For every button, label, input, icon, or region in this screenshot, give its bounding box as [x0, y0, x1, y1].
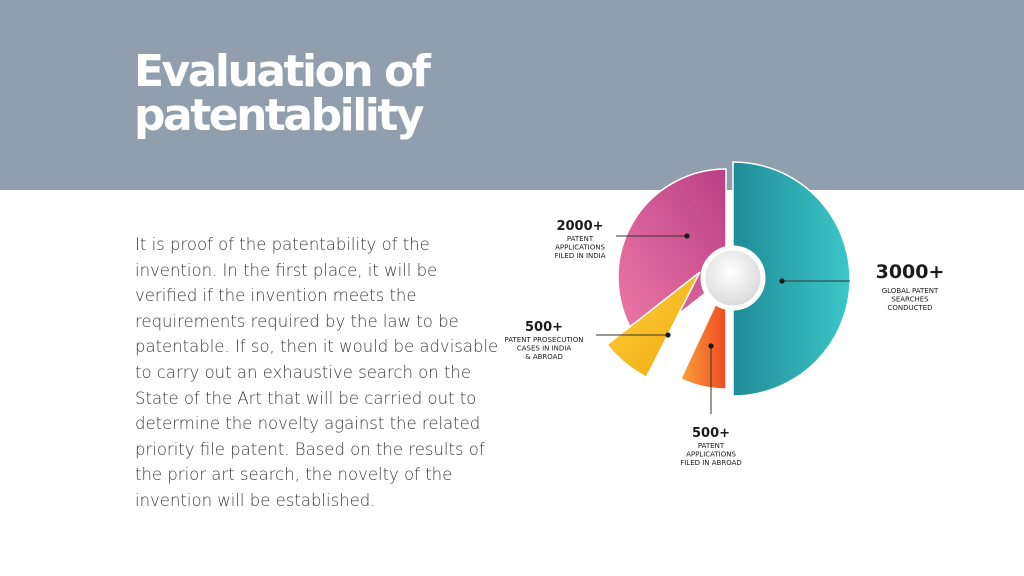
slice-caption-3-1: APPLICATIONS: [555, 243, 605, 252]
slice-caption-2-0: PATENT PROSECUTION: [504, 336, 584, 344]
leader-dot-2: [665, 332, 670, 337]
slice-caption-1-0: PATENT: [697, 442, 725, 450]
pie-slices: [607, 162, 850, 396]
slice-caption-3-0: PATENT: [566, 235, 594, 243]
slice-caption-0-1: SEARCHES: [891, 295, 929, 304]
slice-caption-0-2: CONDUCTED: [887, 304, 933, 312]
slice-caption-1-2: FILED IN ABROAD: [680, 459, 742, 467]
slice-caption-2-2: & ABROAD: [525, 353, 563, 361]
leader-dot-0: [779, 278, 784, 283]
slice-caption-0-0: GLOBAL PATENT: [881, 287, 939, 295]
slice-value-label-1: 500+: [691, 426, 731, 441]
body-paragraph: It is proof of the patentability of the invention. In the first place, it will be verified if the invention meets the requirements required by the law to be patentable. If so, then it would be advisable to carry out an exhaustive search on the State of the Art that will be carried out to determine the novelty against the related priority file patent. Based on the results of the prior art search, the novelty of the invention will be established.: [135, 235, 499, 510]
leader-dot-1: [708, 343, 713, 348]
pie-center-hole: [703, 248, 763, 308]
slice-value-label-3: 2000+: [556, 219, 604, 234]
slice-value-label-2: 500+: [524, 320, 564, 335]
slice-caption-1-1: APPLICATIONS: [686, 450, 736, 459]
leader-dot-3: [684, 233, 689, 238]
title-line-2: patentability: [134, 90, 423, 141]
title-line-1: Evaluation of: [134, 46, 429, 97]
slice-value-label-0: 3000+: [875, 261, 945, 283]
slice-caption-3-2: FILED IN INDIA: [554, 252, 606, 260]
slice-caption-2-1: CASES IN INDIA: [516, 344, 572, 353]
